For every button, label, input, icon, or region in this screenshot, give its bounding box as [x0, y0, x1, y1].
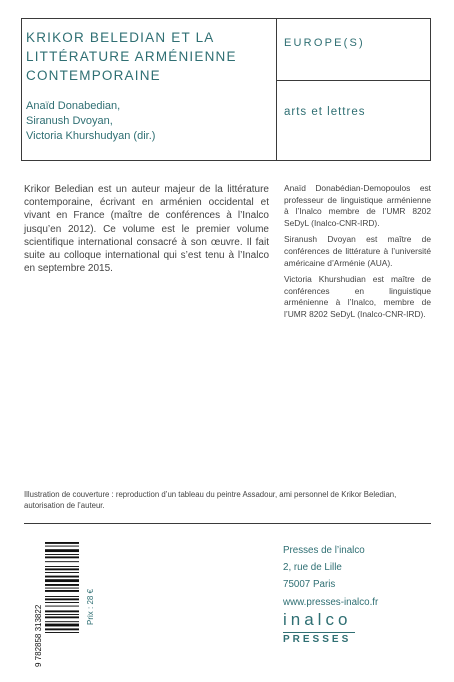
bottom-rule — [24, 523, 431, 524]
barcode-bar — [45, 579, 79, 582]
barcode-digits: 9 782858 313822 — [34, 604, 43, 667]
bio-khurshudian: Victoria Khurshudian est maître de conférences en linguistique arménienne à l’Inalco, membre de l’UMR 8202 SeDyL (Inalco-CNR-IRD). — [284, 274, 431, 319]
publisher-website[interactable]: www.presses-inalco.fr — [283, 596, 379, 608]
bios — [284, 183, 431, 326]
frame-divider — [276, 18, 277, 161]
barcode-bar — [45, 624, 79, 627]
publisher-street: 2, rue de Lille — [283, 562, 342, 574]
logo-presses: PRESSES — [283, 634, 352, 645]
summary-text: Krikor Beledian est un auteur majeur de la littérature contemporaine, écrivant en arménien occidental et vivant en France (maître de conférences à l’Inalco jusqu’en 2012). Ce volume est le premier volume scientifique international consacré à son œuvre. Il fait suite au colloque international qui s’est tenu à l’Inalco en septembre 2015. — [24, 184, 269, 275]
barcode-bar — [45, 632, 79, 633]
barcode-bar — [45, 576, 79, 578]
author-1: Anaïd Donabedian, — [26, 100, 121, 112]
barcode-bar — [45, 598, 79, 600]
barcode-bar — [45, 590, 79, 592]
logo-inalco: inalco — [283, 610, 352, 629]
category-label: arts et lettres — [284, 106, 366, 118]
book-title: KRIKOR BELEDIAN ET LA LITTÉRATURE ARMÉNIENNE CONTEMPORAINE — [26, 30, 237, 83]
barcode-bar — [45, 596, 79, 597]
barcode-bar — [45, 602, 79, 603]
barcode-bar — [45, 621, 79, 622]
price-label: Prix : 28 € — [86, 588, 95, 625]
publisher-city: 75007 Paris — [283, 579, 336, 591]
authors — [26, 99, 271, 144]
author-3: Victoria Khurshudyan (dir.) — [26, 130, 156, 142]
publisher-name: Presses de l’inalco — [283, 545, 365, 556]
barcode-bar — [45, 588, 79, 589]
barcode-bar — [45, 554, 79, 555]
bio-donabedian: Anaïd Donabédian-Demopoulos est professeur de linguistique arménienne à l’Inalco membre de l’UMR 8202 SeDyL (Inalco-CNR-IRD). — [284, 183, 431, 228]
barcode-bar — [45, 616, 79, 618]
barcode-bar — [45, 610, 79, 612]
series-label: EUROPE(S) — [284, 37, 365, 49]
barcode-bar — [45, 542, 79, 544]
bio-dvoyan: Siranush Dvoyan est maître de conférences de littérature à l’université américaine d’Arménie (AUA). — [284, 234, 431, 268]
publisher-address — [283, 542, 378, 611]
author-2: Siranush Dvoyan, — [26, 115, 113, 127]
barcode-bar — [45, 584, 79, 586]
barcode-bar — [45, 546, 79, 547]
barcode-bar — [45, 572, 79, 573]
barcode-bar — [45, 614, 79, 615]
inalco-presses-logo — [283, 610, 363, 645]
barcode-bar — [45, 628, 79, 630]
logo-rule — [283, 632, 355, 633]
frame-right-divider — [276, 80, 431, 81]
barcode-bar — [45, 549, 79, 552]
barcode-bar — [45, 606, 79, 607]
barcode-bar — [45, 566, 79, 567]
barcode-bar — [45, 568, 79, 570]
barcode-bar — [45, 556, 79, 558]
barcode-icon — [35, 540, 79, 668]
cover-credit: Illustration de couverture : reproduction d’un tableau du peintre Assadour, ami personnel de Krikor Beledian, autorisation de l’auteur. — [24, 490, 397, 510]
barcode-bar — [45, 561, 79, 562]
